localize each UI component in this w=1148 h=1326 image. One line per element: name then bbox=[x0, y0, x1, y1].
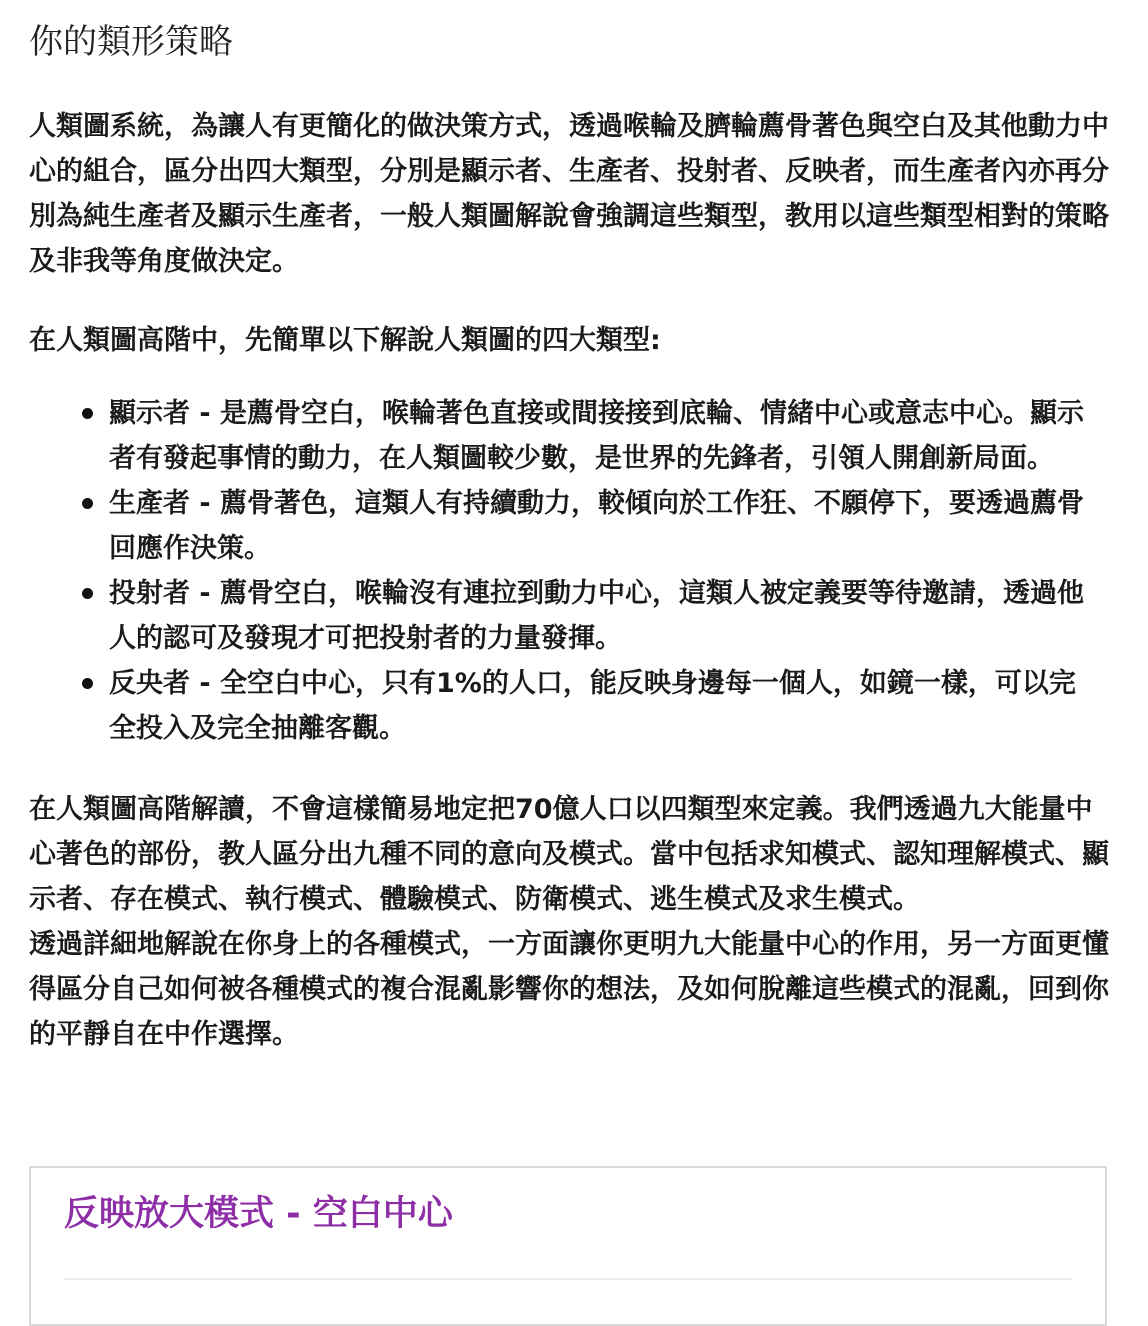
list-item bbox=[109, 661, 1111, 751]
list-item-text: 投射者 - 薦骨空白，喉輪沒有連拉到動力中心，這類人被定義要等待邀請，透過他人的認可及發現才可把投射者的力量發揮。 bbox=[109, 578, 1085, 654]
list-item-text: 顯示者 - 是薦骨空白，喉輪著色直接或間接接到底輪、情緒中心或意志中心。顯示者有發起事情的動力，在人類圖較少數，是世界的先鋒者，引領人開創新局面。 bbox=[109, 398, 1085, 474]
card-title: 反映放大模式 - 空白中心 bbox=[64, 1194, 453, 1234]
detail-paragraph: 在人類圖高階解讀，不會這樣簡易地定把70億人口以四類型來定義。我們透過九大能量中心著色的部份，教人區分出九種不同的意向及模式。當中包括求知模式、認知理解模式、顯示者、存在模式、執行模式、體驗模式、防衛模式、逃生模式及求生模式。 bbox=[29, 794, 1109, 915]
list-item bbox=[109, 391, 1111, 481]
page-title: 你的類形策略 bbox=[29, 22, 233, 62]
mode-card bbox=[29, 1166, 1107, 1326]
article-content bbox=[29, 0, 1111, 1057]
bullet-icon bbox=[82, 678, 93, 689]
list-item-text: 反央者 - 全空白中心，只有1%的人口，能反映身邊每一個人，如鏡一樣，可以完全投入及完全抽離客觀。 bbox=[109, 668, 1076, 744]
list-item bbox=[109, 571, 1111, 661]
bullet-icon bbox=[82, 498, 93, 509]
type-list bbox=[29, 391, 1111, 751]
intro-paragraph: 人類圖系統，為讓人有更簡化的做決策方式，透過喉輪及臍輪薦骨著色與空白及其他動力中心的組合，區分出四大類型，分別是顯示者、生產者、投射者、反映者，而生產者內亦再分別為純生產者及顯示生產者，一般人類圖解說會強調這些類型，教用以這些類型相對的策略及非我等角度做決定。 bbox=[29, 111, 1109, 277]
list-item bbox=[109, 481, 1111, 571]
bullet-icon bbox=[82, 408, 93, 419]
bullet-icon bbox=[82, 588, 93, 599]
detail-paragraph-2: 透過詳細地解說在你身上的各種模式，一方面讓你更明九大能量中心的作用，另一方面更懂得區分自己如何被各種模式的複合混亂影響你的想法，及如何脫離這些模式的混亂，回到你的平靜自在中作選擇。 bbox=[29, 929, 1109, 1050]
types-lead-paragraph: 在人類圖高階中，先簡單以下解說人類圖的四大類型: bbox=[29, 325, 661, 356]
card-divider bbox=[64, 1278, 1072, 1280]
list-item-text: 生產者 - 薦骨著色，這類人有持續動力，較傾向於工作狂、不願停下，要透過薦骨回應作決策。 bbox=[109, 488, 1085, 564]
